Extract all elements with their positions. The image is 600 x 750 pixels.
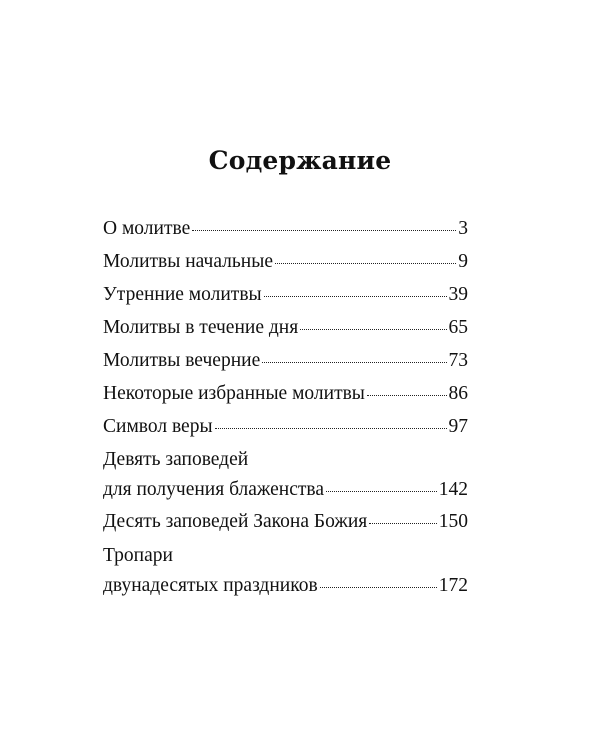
toc-entry — [103, 445, 468, 507]
toc-page-number: 39 — [448, 284, 468, 305]
toc-entry — [103, 313, 468, 346]
toc-entry-label: О молитве — [103, 218, 191, 239]
toc-page-number: 97 — [448, 416, 468, 437]
toc-leader-dots — [326, 491, 437, 492]
toc-leader-dots — [275, 263, 456, 264]
toc-entry — [103, 346, 468, 379]
toc-leader-dots — [367, 395, 447, 396]
toc-entry — [103, 412, 468, 445]
toc-leader-dots — [264, 296, 447, 297]
toc-entry-label-line1: Тропари — [103, 545, 173, 566]
toc-entry-label: Некоторые избранные молитвы — [103, 383, 365, 404]
toc-entry-label: Молитвы вечерние — [103, 350, 261, 371]
toc-page-number: 172 — [438, 575, 468, 596]
toc-entry-label: Утренние молитвы — [103, 284, 262, 305]
toc-entry — [103, 507, 468, 541]
toc-entry — [103, 379, 468, 412]
toc-leader-dots — [369, 523, 437, 524]
toc-leader-dots — [320, 587, 437, 588]
toc-leader-dots — [215, 428, 447, 429]
toc-leader-dots — [192, 230, 456, 231]
toc-page-number: 65 — [448, 317, 468, 338]
toc-entry — [103, 541, 468, 603]
toc-page-number: 150 — [438, 511, 468, 532]
toc-entry-label: Молитвы начальные — [103, 251, 273, 272]
toc-leader-dots — [262, 362, 446, 363]
toc-page-number: 3 — [458, 218, 468, 239]
toc-entry-label: Десять заповедей Закона Божия — [103, 511, 368, 532]
toc-page-number: 86 — [448, 383, 468, 404]
toc-leader-dots — [300, 329, 446, 330]
toc-entry-label: двунадесятых праздников — [103, 575, 318, 596]
toc-entry — [103, 214, 468, 247]
toc-entry — [103, 247, 468, 280]
toc-entry-label: для получения блаженства — [103, 479, 324, 500]
page-title: Содержание — [208, 146, 392, 175]
toc-entry-label-line1: Девять заповедей — [103, 449, 249, 470]
toc-entry — [103, 280, 468, 313]
toc-page-number: 9 — [458, 251, 468, 272]
toc-entry-label: Молитвы в течение дня — [103, 317, 299, 338]
toc-page-number: 73 — [448, 350, 468, 371]
toc-entry-label: Символ веры — [103, 416, 213, 437]
toc-page-number: 142 — [438, 479, 468, 500]
table-of-contents — [103, 214, 468, 603]
